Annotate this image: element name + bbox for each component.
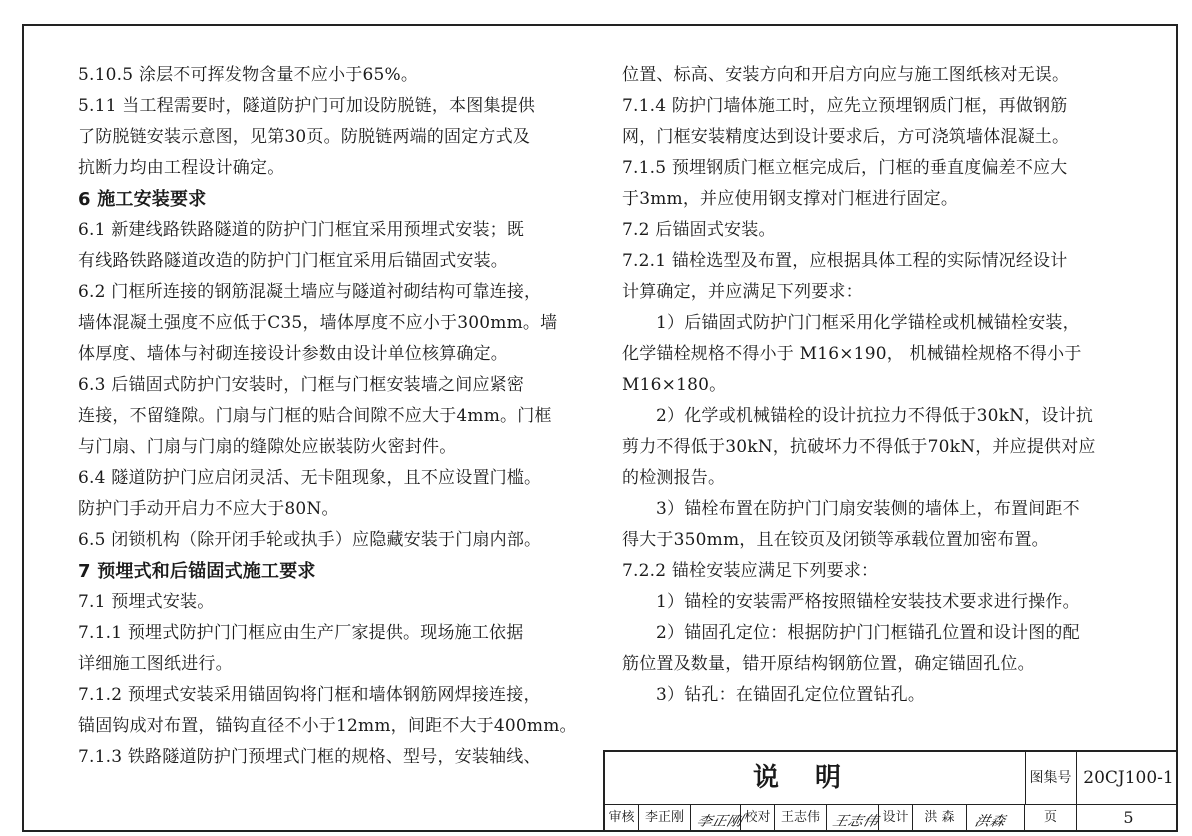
text-line: 详细施工图纸进行。 bbox=[78, 654, 233, 674]
text-line: 7.1.5 预埋钢质门框立框完成后，门框的垂直度偏差不应大 bbox=[622, 158, 1068, 178]
text-line: 5.11 当工程需要时，隧道防护门可加设防脱链，本图集提供 bbox=[78, 96, 536, 116]
design-signature-cell bbox=[967, 804, 1025, 832]
text-line: 3）锚栓布置在防护门门扇安装侧的墙体上，布置间距不 bbox=[656, 499, 1080, 519]
check-signature-cell bbox=[827, 804, 879, 832]
text-line: 锚固钩成对布置，锚钩直径不小于12mm，间距不大于400mm。 bbox=[78, 716, 577, 736]
text-line: 2）锚固孔定位：根据防护门门框锚孔位置和设计图的配 bbox=[656, 623, 1080, 643]
text-line: 7.2 后锚固式安装。 bbox=[622, 220, 776, 240]
text-line: 7.1 预埋式安装。 bbox=[78, 592, 215, 612]
text-line: 网，门框安装精度达到设计要求后，方可浇筑墙体混凝土。 bbox=[622, 127, 1070, 147]
sheet-title: 说明 bbox=[605, 752, 1026, 804]
text-line: 7.1.4 防护门墙体施工时，应先立预埋钢质门框，再做钢筋 bbox=[622, 96, 1068, 116]
text-line: 6.3 后锚固式防护门安装时，门框与门框安装墙之间应紧密 bbox=[78, 375, 525, 395]
atlas-number: 20CJ100-1 bbox=[1083, 768, 1174, 788]
text-line: 有线路铁路隧道改造的防护门门框宜采用后锚固式安装。 bbox=[78, 251, 508, 271]
text-line: 于3mm，并应使用钢支撑对门框进行固定。 bbox=[622, 189, 959, 209]
text-line: 1）后锚固式防护门门框采用化学锚栓或机械锚栓安装， bbox=[656, 313, 1080, 333]
section-heading: 6 施工安装要求 bbox=[78, 189, 207, 210]
review-name: 李正刚 bbox=[639, 804, 691, 832]
text-line: 防护门手动开启力不应大于80N。 bbox=[78, 499, 339, 519]
text-line: 7.1.1 预埋式防护门门框应由生产厂家提供。现场施工依据 bbox=[78, 623, 524, 643]
text-line: 的检测报告。 bbox=[622, 468, 726, 488]
left-column bbox=[78, 60, 578, 773]
text-line: 1）锚栓的安装需严格按照锚栓安装技术要求进行操作。 bbox=[656, 592, 1080, 612]
text-line: 6.1 新建线路铁路隧道的防护门门框宜采用预埋式安装；既 bbox=[78, 220, 525, 240]
review-label: 审核 bbox=[605, 804, 639, 832]
text-line: 6.4 隧道防护门应启闭灵活、无卡阻现象，且不应设置门槛。 bbox=[78, 468, 542, 488]
page-label: 页 bbox=[1025, 804, 1077, 832]
text-line: 与门扇、门扇与门扇的缝隙处应嵌装防火密封件。 bbox=[78, 437, 457, 457]
design-name: 洪 森 bbox=[913, 804, 967, 832]
text-line: 5.10.5 涂层不可挥发物含量不应小于65%。 bbox=[78, 65, 419, 85]
text-line: 化学锚栓规格不得小于 M16×190， 机械锚栓规格不得小于 bbox=[622, 344, 1082, 364]
check-signature: 王志伟 bbox=[830, 812, 881, 830]
text-line: 了防脱链安装示意图，见第30页。防脱链两端的固定方式及 bbox=[78, 127, 531, 147]
atlas-label: 图集号 bbox=[1025, 752, 1077, 804]
text-line: 剪力不得低于30kN，抗破坏力不得低于70kN，并应提供对应 bbox=[622, 437, 1096, 457]
review-signature: 李正刚 bbox=[694, 812, 745, 830]
text-line: 3）钻孔：在锚固孔定位位置钻孔。 bbox=[656, 685, 926, 705]
title-block bbox=[603, 750, 1178, 832]
section-heading: 7 预埋式和后锚固式施工要求 bbox=[78, 561, 316, 582]
text-line: 筋位置及数量，错开原结构钢筋位置，确定锚固孔位。 bbox=[622, 654, 1035, 674]
text-line: 位置、标高、安装方向和开启方向应与施工图纸核对无误。 bbox=[622, 65, 1070, 85]
check-label: 校对 bbox=[741, 804, 775, 832]
text-line: 7.2.2 锚栓安装应满足下列要求： bbox=[622, 561, 879, 581]
text-line: 7.1.3 铁路隧道防护门预埋式门框的规格、型号，安装轴线、 bbox=[78, 747, 541, 767]
title-block-row-bottom bbox=[605, 804, 1178, 832]
right-column bbox=[622, 60, 1122, 711]
design-label: 设计 bbox=[879, 804, 913, 832]
text-line: 6.5 闭锁机构（除开闭手轮或执手）应隐藏安装于门扇内部。 bbox=[78, 530, 542, 550]
review-signature-cell bbox=[691, 804, 745, 832]
text-line: M16×180。 bbox=[622, 375, 727, 395]
text-line: 6.2 门框所连接的钢筋混凝土墙应与隧道衬砌结构可靠连接， bbox=[78, 282, 542, 302]
text-line: 计算确定，并应满足下列要求： bbox=[622, 282, 863, 302]
text-line: 7.1.2 预埋式安装采用锚固钩将门框和墙体钢筋网焊接连接， bbox=[78, 685, 541, 705]
text-line: 连接，不留缝隙。门扇与门框的贴合间隙不应大于4mm。门框 bbox=[78, 406, 552, 426]
text-line: 墙体混凝土强度不应低于C35，墙体厚度不应小于300mm。墙 bbox=[78, 313, 558, 333]
text-line: 得大于350mm，且在铰页及闭锁等承载位置加密布置。 bbox=[622, 530, 1049, 550]
text-line: 2）化学或机械锚栓的设计抗拉力不得低于30kN，设计抗 bbox=[656, 406, 1094, 426]
text-line: 体厚度、墙体与衬砌连接设计参数由设计单位核算确定。 bbox=[78, 344, 508, 364]
text-line: 抗断力均由工程设计确定。 bbox=[78, 158, 285, 178]
check-name: 王志伟 bbox=[775, 804, 827, 832]
title-block-row-top bbox=[605, 752, 1178, 805]
page-number: 5 bbox=[1123, 808, 1134, 827]
design-signature: 洪森 bbox=[972, 812, 1008, 830]
text-line: 7.2.1 锚栓选型及布置，应根据具体工程的实际情况经设计 bbox=[622, 251, 1068, 271]
